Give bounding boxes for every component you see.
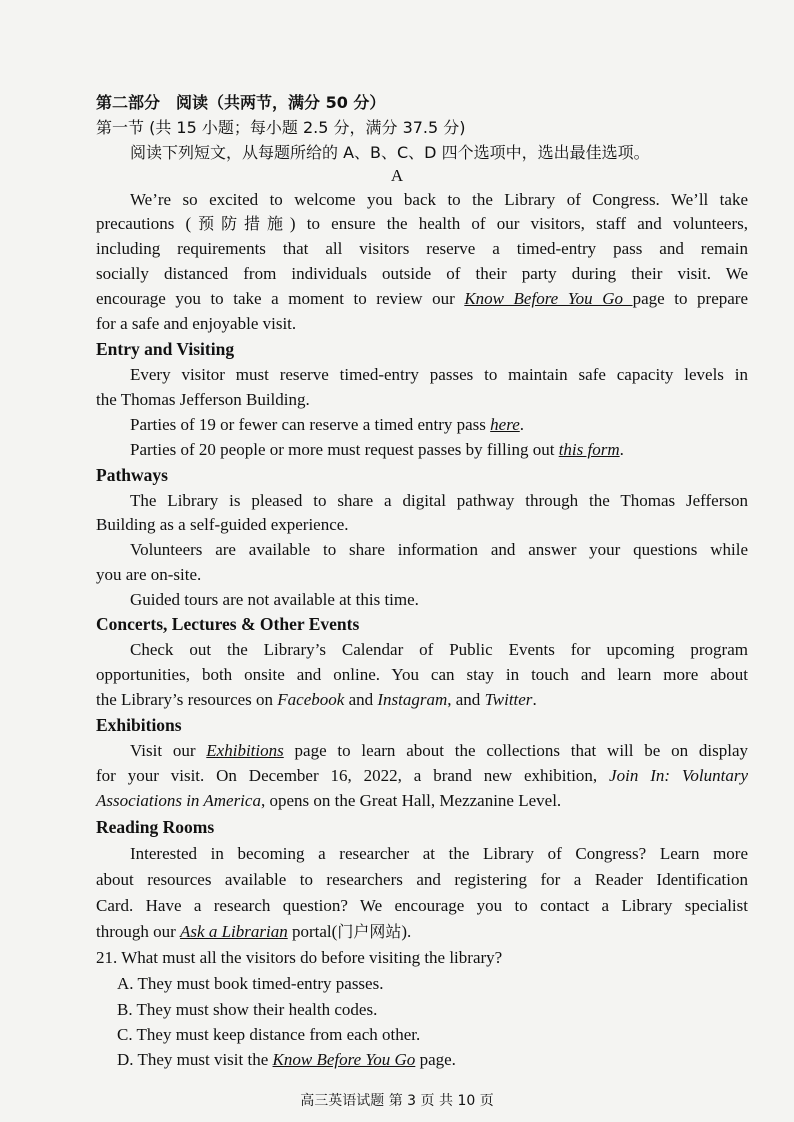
- reading-line-3: Card. Have a research question? We encourage you to contact a Library specialist: [96, 896, 748, 915]
- pathways-line-2: Building as a self-guided experience.: [96, 515, 349, 534]
- exhibitions-heading: Exhibitions: [96, 715, 182, 735]
- passage-label: A: [390, 166, 404, 185]
- entry-heading: Entry and Visiting: [96, 339, 235, 359]
- know-before-you-go-link[interactable]: Know Before You Go: [464, 289, 633, 308]
- exhibitions-link[interactable]: Exhibitions: [206, 741, 284, 760]
- know-before-you-go-option-link: Know Before You Go: [272, 1050, 416, 1069]
- entry-line-2: the Thomas Jefferson Building.: [96, 390, 310, 409]
- pathways-line-1: The Library is pleased to share a digital pathway through the Thomas Jefferson: [130, 491, 748, 510]
- intro-line-2: precautions (预防措施) to ensure the health of our visitors, staff and volunteers,: [96, 214, 748, 233]
- exhibitions-line-2: for your visit. On December 16, 2022, a brand new exhibition, Join In: Voluntary: [96, 766, 748, 785]
- option-d: D. They must visit the Know Before You Go page.: [117, 1050, 456, 1069]
- part-title: 第二部分 阅读（共两节，满分 50 分）: [96, 93, 386, 112]
- intro-line-5: encourage you to take a moment to review our Know Before You Go page to prepare: [96, 289, 748, 308]
- concerts-line-1: Check out the Library’s Calendar of Public Events for upcoming program: [130, 640, 748, 659]
- option-c: C. They must keep distance from each other.: [117, 1025, 421, 1044]
- pathways-heading: Pathways: [96, 465, 168, 485]
- pathways-line-4: you are on-site.: [96, 565, 202, 584]
- entry-line-1: Every visitor must reserve timed-entry passes to maintain safe capacity levels in: [130, 365, 748, 384]
- option-a: A. They must book timed-entry passes.: [117, 974, 384, 993]
- intro-line-6: for a safe and enjoyable visit.: [96, 314, 297, 333]
- entry-line-4: Parties of 20 people or more must request passes by filling out this form.: [130, 440, 624, 459]
- question-stem: 21. What must all the visitors do before visiting the library?: [96, 948, 503, 967]
- option-b: B. They must show their health codes.: [117, 1000, 378, 1019]
- ask-a-librarian-link[interactable]: Ask a Librarian: [180, 922, 288, 941]
- exhibitions-line-1: Visit our Exhibitions page to learn about the collections that will be on display: [130, 741, 749, 760]
- page-footer: 高三英语试题 第 3 页 共 10 页: [300, 1093, 494, 1109]
- reading-heading: Reading Rooms: [96, 817, 215, 837]
- concerts-line-2: opportunities, both onsite and online. You can stay in touch and learn more about: [96, 665, 748, 684]
- pathways-line-5: Guided tours are not available at this time.: [130, 590, 419, 609]
- intro-line-1: We’re so excited to welcome you back to the Library of Congress. We’ll take: [130, 190, 748, 209]
- intro-line-3: including requirements that all visitors reserve a timed-entry pass and remain: [96, 239, 748, 258]
- here-link[interactable]: here: [490, 415, 520, 434]
- pathways-line-3: Volunteers are available to share information and answer your questions while: [130, 540, 748, 559]
- reading-line-4: through our Ask a Librarian portal(门户网站).: [96, 922, 412, 941]
- concerts-line-3: the Library’s resources on Facebook and Instagram, and Twitter.: [96, 690, 537, 709]
- intro-line-4: socially distanced from individuals outside of their party during their visit. We: [96, 264, 748, 283]
- concerts-heading: Concerts, Lectures & Other Events: [96, 614, 360, 634]
- exhibitions-line-3: Associations in America, opens on the Great Hall, Mezzanine Level.: [96, 791, 562, 810]
- this-form-link[interactable]: this form: [558, 440, 620, 459]
- instructions: 阅读下列短文，从每题所给的 A、B、C、D 四个选项中，选出最佳选项。: [130, 143, 650, 162]
- reading-line-1: Interested in becoming a researcher at the Library of Congress? Learn more: [130, 844, 748, 863]
- entry-line-3: Parties of 19 or fewer can reserve a timed entry pass here.: [130, 415, 524, 434]
- section-title: 第一节 (共 15 小题；每小题 2.5 分，满分 37.5 分): [96, 118, 466, 137]
- reading-line-2: about resources available to researchers and registering for a Reader Identification: [96, 870, 748, 889]
